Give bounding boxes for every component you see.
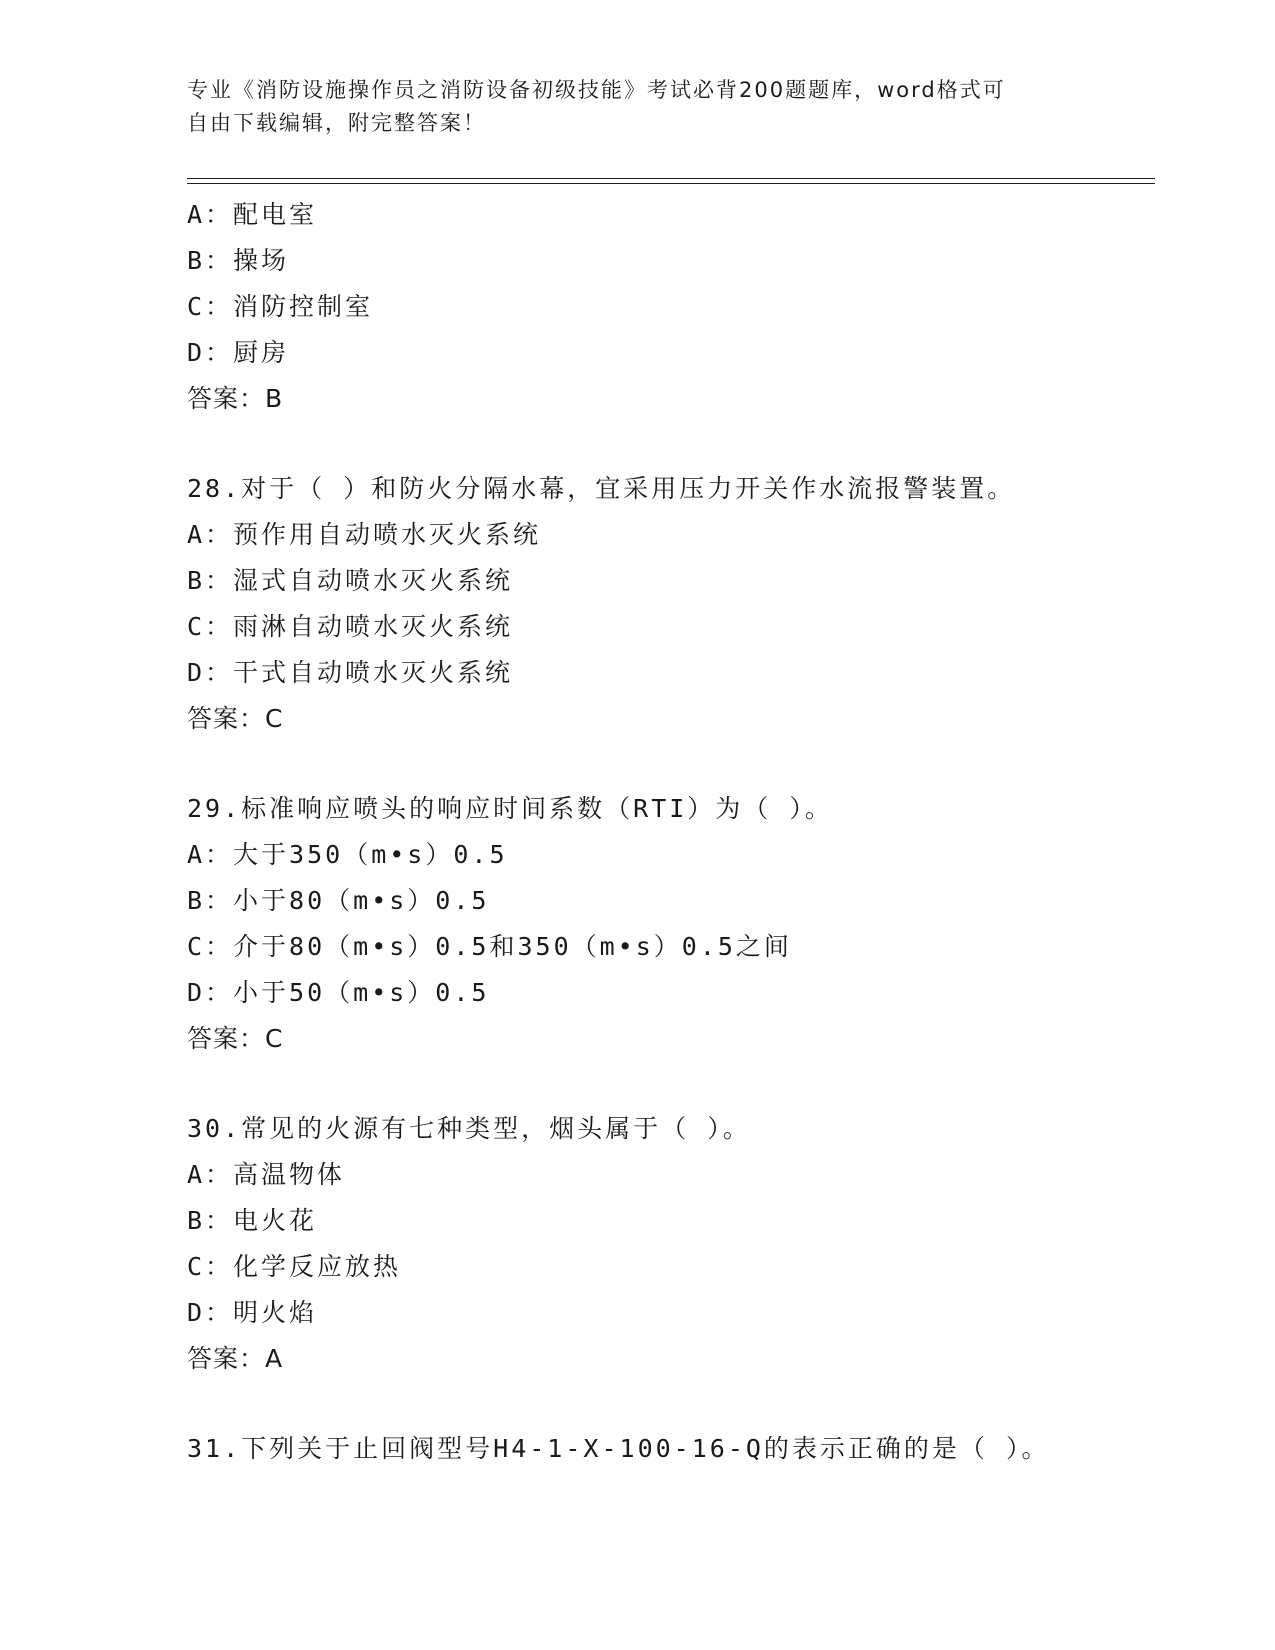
- spacer: [187, 1062, 1155, 1106]
- question-text: 30.常见的火源有七种类型，烟头属于（ ）。: [187, 1114, 751, 1143]
- option-d: D：明火焰: [187, 1298, 318, 1327]
- question-block-29: [187, 786, 1155, 1062]
- option-b: B：湿式自动喷水灭火系统: [187, 566, 514, 595]
- header-line-1: 专业《消防设施操作员之消防设备初级技能》考试必背200题题库，word格式可: [187, 78, 1006, 102]
- question-block-27: [187, 192, 1155, 422]
- answer-line: 答案：C: [187, 1024, 284, 1053]
- question-list: [187, 192, 1155, 1472]
- option-c: C：雨淋自动喷水灭火系统: [187, 612, 514, 641]
- option-c: C：化学反应放热: [187, 1252, 402, 1281]
- option-d: D：厨房: [187, 338, 290, 367]
- option-d: D：小于50（m•s）0.5: [187, 978, 490, 1007]
- answer-line: 答案：C: [187, 704, 284, 733]
- question-block-31: [187, 1426, 1155, 1472]
- spacer: [187, 422, 1155, 466]
- header-divider-top: [187, 178, 1155, 179]
- question-text: 31.下列关于止回阀型号H4-1-X-100-16-Q的表示正确的是（ ）。: [187, 1434, 1050, 1463]
- option-a: A：配电室: [187, 200, 318, 229]
- header-divider-bottom: [187, 183, 1155, 184]
- question-block-30: [187, 1106, 1155, 1382]
- question-block-28: [187, 466, 1155, 742]
- option-a: A：高温物体: [187, 1160, 346, 1189]
- question-text: 29.标准响应喷头的响应时间系数（RTI）为（ ）。: [187, 794, 833, 823]
- option-b: B：小于80（m•s）0.5: [187, 886, 490, 915]
- option-d: D：干式自动喷水灭火系统: [187, 658, 514, 687]
- option-b: B：操场: [187, 246, 290, 275]
- answer-line: 答案：B: [187, 384, 284, 413]
- spacer: [187, 1382, 1155, 1426]
- answer-line: 答案：A: [187, 1344, 284, 1373]
- option-a: A：预作用自动喷水灭火系统: [187, 520, 542, 549]
- option-c: C：介于80（m•s）0.5和350（m•s）0.5之间: [187, 932, 792, 961]
- spacer: [187, 742, 1155, 786]
- document-header: [187, 74, 1087, 140]
- option-c: C：消防控制室: [187, 292, 374, 321]
- question-text: 28.对于（ ）和防火分隔水幕，宜采用压力开关作水流报警装置。: [187, 474, 1016, 503]
- option-b: B：电火花: [187, 1206, 318, 1235]
- option-a: A：大于350（m•s）0.5: [187, 840, 508, 869]
- header-line-2: 自由下载编辑，附完整答案！: [187, 111, 486, 135]
